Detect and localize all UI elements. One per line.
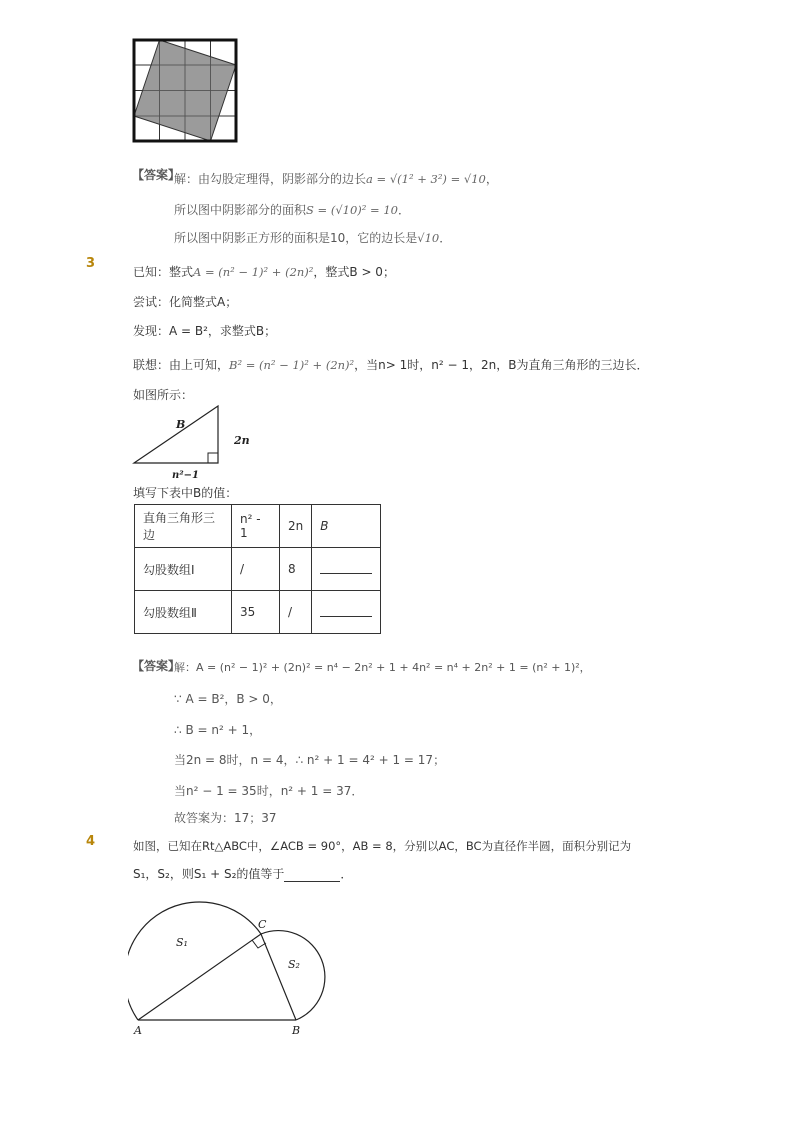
q3-answer-line5: 当n² − 1 = 35时，n² + 1 = 37． (174, 784, 364, 798)
triangle-label-base: n²−1 (172, 470, 199, 481)
semicircle-s2 (261, 931, 325, 1020)
semicircles-figure (128, 884, 338, 1040)
table-header-cell: B (312, 505, 381, 548)
table-header-cell: n² - 1 (232, 505, 280, 548)
semicircle-s1 (128, 902, 261, 1020)
question-number-4: 4 (86, 834, 96, 849)
answer-blank[interactable] (284, 869, 340, 882)
table-cell: 35 (232, 591, 280, 634)
label-a: A (134, 1024, 142, 1037)
answer-tag-q3: 【答案】 (132, 659, 181, 673)
triangle-label-b: B (176, 418, 186, 431)
table-cell: 勾股数组Ⅱ (135, 591, 232, 634)
q3-given: 已知：整式A = (n² − 1)² + (2n)²，整式B > 0； (133, 265, 395, 279)
q3-answer-line1: 解：A = (n² − 1)² + (2n)² = n⁴ − 2n² + 1 + 4n² = n⁴ + 2n² + 1 = (n² + 1)²， (174, 661, 591, 674)
q3-find: 发现：A = B²，求整式B； (133, 324, 277, 338)
q2-answer-line1: 解：由勾股定理得，阴影部分的边长a = √(1² + 3²) = √10， (174, 172, 498, 186)
q3-answer-line4: 当2n = 8时，n = 4，∴ n² + 1 = 4² + 1 = 17； (174, 753, 446, 767)
label-b: B (292, 1024, 301, 1037)
q4-line2: S₁，S₂，则S₁ + S₂的值等于 ． (133, 867, 353, 881)
table-row (135, 505, 381, 548)
table-row (135, 548, 381, 591)
right-triangle-figure (130, 402, 260, 484)
q3-try: 尝试：化简整式A； (133, 295, 238, 309)
q2-answer-line2: 所以图中阴影部分的面积S = (√10)² = 10． (174, 203, 410, 217)
q4-line1: 如图，已知在Rt△ABC中，∠ACB = 90°，AB = 8，分别以AC，BC为直径作半圆，面积分别记为 (133, 839, 632, 853)
label-c: C (258, 918, 267, 931)
table-header-cell: 直角三角形三边 (135, 505, 232, 548)
answer-blank[interactable] (320, 561, 372, 574)
q3-association: 联想：由上可知，B² = (n² − 1)² + (2n)²，当n> 1时，n² − 1，2n，B为直角三角形的三边长． (133, 358, 649, 372)
table-cell: / (232, 548, 280, 591)
q3-answer-line3: ∴ B = n² + 1， (174, 723, 262, 737)
label-s2: S₂ (288, 958, 300, 971)
label-s1: S₁ (176, 936, 188, 949)
pythagorean-table (134, 504, 381, 634)
question-number-3: 3 (86, 256, 96, 271)
answer-tag-q2: 【答案】 (132, 168, 181, 182)
q3-answer-line2: ∵ A = B²，B > 0， (174, 692, 282, 706)
answer-blank[interactable] (320, 604, 372, 617)
q2-answer-line3: 所以图中阴影正方形的面积是10，它的边长是√10． (174, 231, 452, 245)
table-cell: / (280, 591, 312, 634)
table-row (135, 591, 381, 634)
table-cell: 8 (280, 548, 312, 591)
q3-figure-caption: 如图所示： (133, 388, 194, 402)
q3-fill-instruction: 填写下表中B的值： (133, 486, 238, 500)
table-cell: 勾股数组Ⅰ (135, 548, 232, 591)
table-cell-blank[interactable] (312, 548, 381, 591)
q3-answer-line6: 故答案为：17；37 (174, 811, 277, 825)
triangle-label-2n: 2n (234, 434, 250, 447)
grid-square-figure (132, 38, 240, 144)
table-cell-blank[interactable] (312, 591, 381, 634)
table-header-cell: 2n (280, 505, 312, 548)
